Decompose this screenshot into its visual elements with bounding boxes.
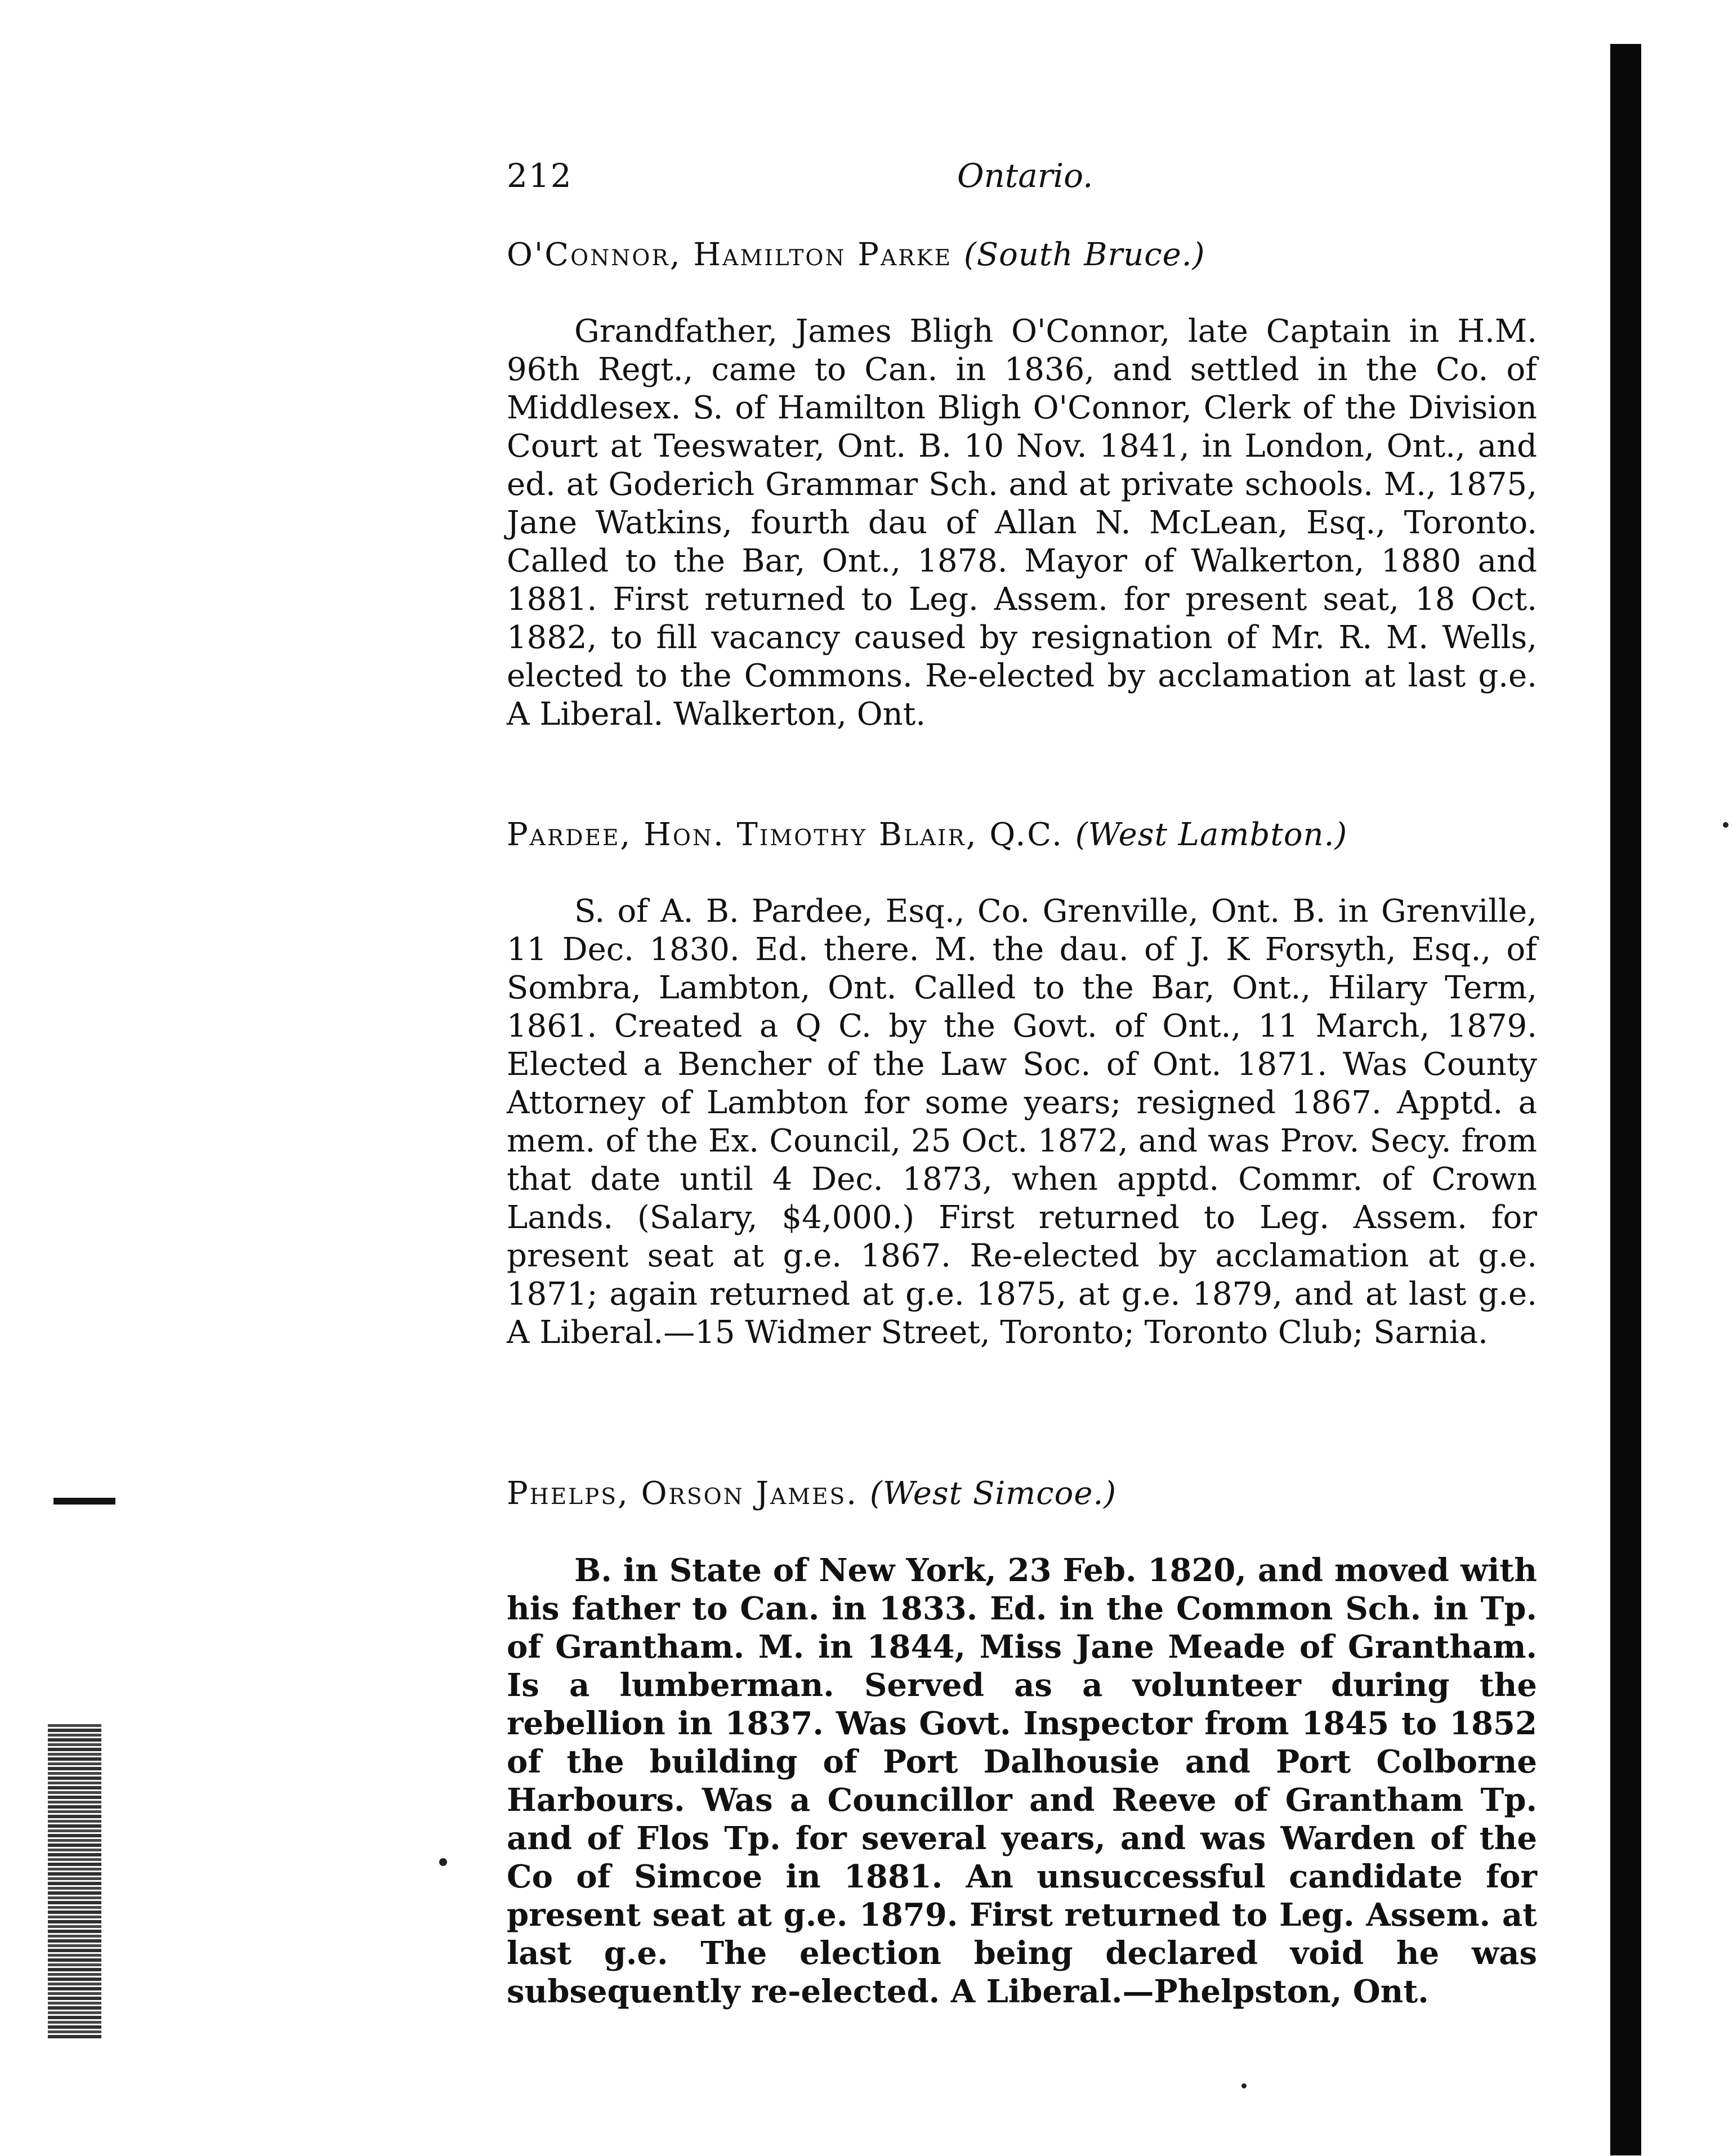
riding-name: (West Lambton.) [1075,816,1348,853]
member-name: O'Connor, Hamilton Parke [507,236,953,273]
entry-body: S. of A. B. Pardee, Esq., Co. Grenville, Ont. B. in Grenville, 11 Dec. 1830. Ed. there. M. the dau. of J. K Forsyth, Esq., of Sombra, Lambton, Ont. Called to the Bar, Ont., Hilary Term, 1861. Created a Q C. by the Govt. of Ont., 11 March, 1879. Elected a Bencher of the Law Soc. of Ont. 1871. Was County Attorney of Lambton for some years; resigned 1867. Apptd. a mem. of the Ex. Council, 25 Oct. 1872, and was Prov. Secy. from that date until 4 Dec. 1873, when apptd. Commr. of Crown Lands. (Salary, $4,000.) First returned to Leg. Assem. for present seat at g.e. 1867. Re-elected by acclamation at g.e. 1871; again returned at g.e. 1875, at g.e. 1879, and at last g.e. A Liberal.—15 Widmer Street, Toronto; Toronto Club; Sarnia. [507,893,1537,1351]
entry-heading [507,236,1537,273]
speck [439,1858,447,1866]
page-number: 212 [507,157,573,195]
entry-body: Grandfather, James Bligh O'Connor, late Captain in H.M. 96th Regt., came to Can. in 1836, and settled in the Co. of Middlesex. S. of Hamilton Bligh O'Connor, Clerk of the Division Court at Teeswater, Ont. B. 10 Nov. 1841, in London, Ont., and ed. at Goderich Grammar Sch. and at private schools. M., 1875, Jane Watkins, fourth dau of Allan N. McLean, Esq., Toronto. Called to the Bar, Ont., 1878. Mayor of Walkerton, 1880 and 1881. First returned to Leg. Assem. for present seat, 18 Oct. 1882, to fill vacancy caused by resignation of Mr. R. M. Wells, elected to the Commons. Re-elected by acclamation at last g.e. A Liberal. Walkerton, Ont. [507,313,1537,733]
running-head: Ontario. [957,157,1093,195]
biography-entry [507,816,1537,1352]
member-name: Phelps, Orson James. [507,1475,859,1512]
speck [1723,822,1728,828]
barcode-strip [48,1723,101,2038]
entry-body: B. in State of New York, 23 Feb. 1820, and moved with his father to Can. in 1833. Ed. in the Common Sch. in Tp. of Grantham. M. in 1844, Miss Jane Meade of Grantham. Is a lumberman. Served as a volunteer during the rebellion in 1837. Was Govt. Inspector from 1845 to 1852 of the building of Port Dalhousie and Port Colborne Harbours. Was a Councillor and Reeve of Grantham Tp. and of Flos Tp. for several years, and was Warden of the Co of Simcoe in 1881. An unsuccessful candidate for present seat at g.e. 1879. First returned to Leg. Assem. at last g.e. The election being declared void he was subsequently re-elected. A Liberal.—Phelpston, Ont. [507,1552,1537,2010]
member-name: Pardee, Hon. Timothy Blair, Q.C. [507,816,1064,853]
biography-entry [507,1475,1537,2011]
scan-edge-bar [1610,44,1641,2155]
riding-name: (South Bruce.) [963,236,1205,273]
entry-heading [507,1475,1537,1512]
riding-name: (West Simcoe.) [869,1475,1117,1512]
biography-entry [507,236,1537,734]
speck [1241,2083,1247,2088]
entry-heading [507,816,1537,853]
page-header [507,157,1520,202]
scan-mark [53,1498,115,1505]
